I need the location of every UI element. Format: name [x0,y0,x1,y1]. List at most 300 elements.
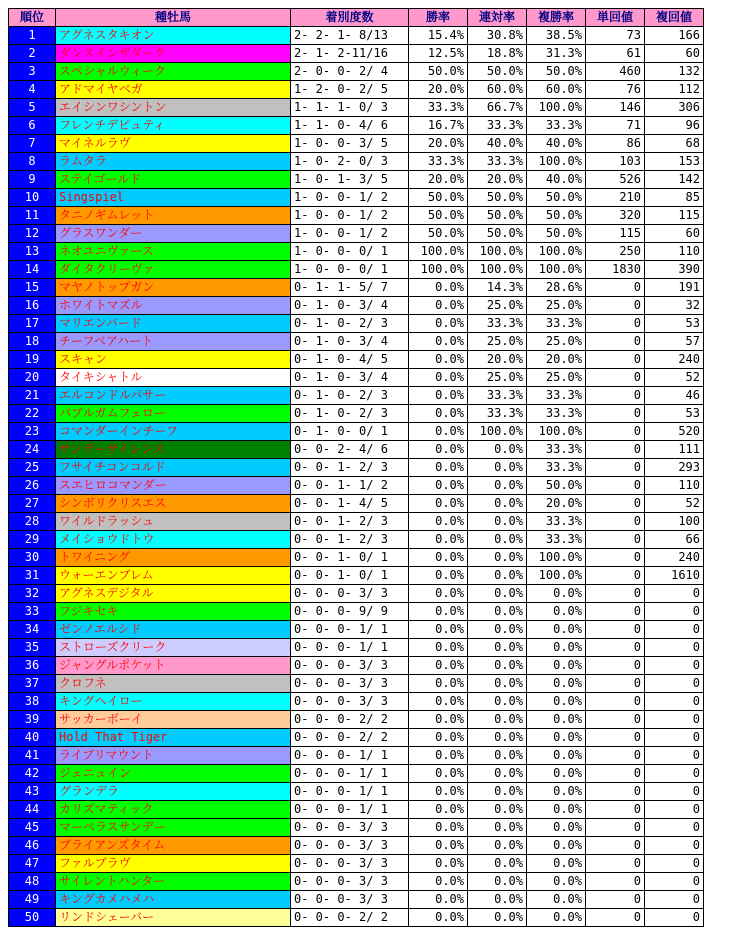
table-row [9,657,704,675]
place-rate-cell: 18.8% [468,45,527,63]
table-row [9,477,704,495]
sire-name-cell: タイキシャトル [56,369,291,387]
win-rate-cell: 16.7% [409,117,468,135]
place-rate-cell: 30.8% [468,27,527,45]
rank-cell: 24 [9,441,56,459]
record-cell: 2- 1- 2-11/16 [291,45,409,63]
rank-cell: 19 [9,351,56,369]
win-return-cell: 0 [586,693,645,711]
win-return-cell: 0 [586,495,645,513]
record-cell: 1- 0- 1- 3/ 5 [291,171,409,189]
rank-cell: 40 [9,729,56,747]
record-cell: 2- 0- 0- 2/ 4 [291,63,409,81]
win-return-cell: 0 [586,657,645,675]
show-return-cell: 53 [645,405,704,423]
sire-name-cell: シンボリクリスエス [56,495,291,513]
win-rate-cell: 100.0% [409,261,468,279]
sire-name-cell: ラムタラ [56,153,291,171]
record-cell: 1- 0- 0- 1/ 2 [291,189,409,207]
win-rate-cell: 20.0% [409,81,468,99]
show-rate-cell: 0.0% [527,819,586,837]
win-rate-cell: 100.0% [409,243,468,261]
sire-name-cell: ウォーエンブレム [56,567,291,585]
table-row [9,279,704,297]
place-rate-cell: 14.3% [468,279,527,297]
show-return-cell: 0 [645,819,704,837]
win-return-cell: 71 [586,117,645,135]
show-return-cell: 142 [645,171,704,189]
rank-cell: 44 [9,801,56,819]
win-rate-cell: 0.0% [409,657,468,675]
sire-name-cell: キングヘイロー [56,693,291,711]
table-row [9,225,704,243]
rank-cell: 3 [9,63,56,81]
rank-cell: 9 [9,171,56,189]
place-rate-cell: 33.3% [468,315,527,333]
show-return-cell: 191 [645,279,704,297]
sire-name-cell: チーフベアハート [56,333,291,351]
place-rate-cell: 0.0% [468,441,527,459]
show-return-cell: 110 [645,477,704,495]
sire-name-cell: ダンスインザダーク [56,45,291,63]
win-return-cell: 0 [586,837,645,855]
table-row [9,495,704,513]
table-row [9,693,704,711]
show-rate-cell: 0.0% [527,873,586,891]
rank-cell: 39 [9,711,56,729]
show-rate-cell: 33.3% [527,513,586,531]
rank-cell: 43 [9,783,56,801]
win-return-cell: 0 [586,297,645,315]
table-row [9,81,704,99]
sire-name-cell: スペシャルウィーク [56,63,291,81]
sire-name-cell: マーベラスサンデー [56,819,291,837]
place-rate-cell: 50.0% [468,63,527,81]
win-rate-cell: 33.3% [409,99,468,117]
show-return-cell: 115 [645,207,704,225]
show-rate-cell: 25.0% [527,369,586,387]
sire-name-cell: エルコンドルパサー [56,387,291,405]
sire-name-cell: サイレントハンター [56,873,291,891]
show-rate-cell: 0.0% [527,891,586,909]
table-row [9,261,704,279]
win-return-cell: 0 [586,747,645,765]
place-rate-cell: 0.0% [468,531,527,549]
show-return-cell: 112 [645,81,704,99]
place-rate-cell: 0.0% [468,549,527,567]
place-rate-cell: 0.0% [468,621,527,639]
show-rate-cell: 33.3% [527,531,586,549]
place-rate-cell: 40.0% [468,135,527,153]
table-row [9,711,704,729]
win-return-cell: 0 [586,891,645,909]
rank-cell: 38 [9,693,56,711]
rank-cell: 22 [9,405,56,423]
win-return-cell: 0 [586,765,645,783]
table-row [9,765,704,783]
show-rate-cell: 25.0% [527,333,586,351]
win-rate-cell: 0.0% [409,603,468,621]
rank-cell: 6 [9,117,56,135]
win-rate-cell: 0.0% [409,711,468,729]
rank-cell: 17 [9,315,56,333]
rank-cell: 11 [9,207,56,225]
sire-stats-table-wrap [8,8,704,927]
place-rate-cell: 0.0% [468,801,527,819]
rank-cell: 18 [9,333,56,351]
show-rate-cell: 33.3% [527,405,586,423]
win-return-cell: 0 [586,279,645,297]
show-return-cell: 53 [645,315,704,333]
show-return-cell: 0 [645,621,704,639]
show-rate-cell: 0.0% [527,837,586,855]
win-return-cell: 0 [586,873,645,891]
table-row [9,783,704,801]
sire-name-cell: マヤノトップガン [56,279,291,297]
show-return-cell: 132 [645,63,704,81]
win-rate-cell: 50.0% [409,207,468,225]
show-rate-cell: 0.0% [527,765,586,783]
place-rate-cell: 33.3% [468,153,527,171]
place-rate-cell: 0.0% [468,513,527,531]
sire-name-cell: ファルブラヴ [56,855,291,873]
win-rate-cell: 12.5% [409,45,468,63]
place-rate-cell: 0.0% [468,603,527,621]
record-cell: 0- 0- 0- 3/ 3 [291,657,409,675]
win-rate-cell: 50.0% [409,189,468,207]
rank-cell: 47 [9,855,56,873]
show-rate-cell: 100.0% [527,423,586,441]
win-rate-cell: 0.0% [409,675,468,693]
sire-name-cell: ワイルドラッシュ [56,513,291,531]
rank-cell: 29 [9,531,56,549]
table-row [9,675,704,693]
show-return-cell: 0 [645,711,704,729]
sire-name-cell: スキャン [56,351,291,369]
show-rate-cell: 20.0% [527,495,586,513]
place-rate-cell: 50.0% [468,225,527,243]
place-rate-cell: 0.0% [468,639,527,657]
win-rate-cell: 0.0% [409,837,468,855]
place-rate-cell: 0.0% [468,459,527,477]
table-row [9,333,704,351]
sire-name-cell: ダイタクリーヴァ [56,261,291,279]
sire-name-cell: アグネスデジタル [56,585,291,603]
show-return-cell: 0 [645,693,704,711]
sire-name-cell: カリズマティック [56,801,291,819]
table-row [9,189,704,207]
show-rate-cell: 100.0% [527,153,586,171]
show-return-cell: 52 [645,495,704,513]
sire-name-cell: メイショウドトウ [56,531,291,549]
win-return-cell: 61 [586,45,645,63]
win-rate-cell: 0.0% [409,495,468,513]
sire-stats-table [8,8,704,927]
table-row [9,459,704,477]
place-rate-cell: 25.0% [468,333,527,351]
win-rate-cell: 0.0% [409,351,468,369]
table-row [9,387,704,405]
sire-name-cell: サンデーサイレンス [56,441,291,459]
table-row [9,567,704,585]
win-return-cell: 0 [586,441,645,459]
show-rate-cell: 33.3% [527,459,586,477]
show-rate-cell: 0.0% [527,585,586,603]
table-row [9,855,704,873]
place-rate-cell: 0.0% [468,819,527,837]
show-return-cell: 0 [645,873,704,891]
place-rate-cell: 0.0% [468,585,527,603]
show-rate-cell: 0.0% [527,801,586,819]
sire-name-cell: トワイニング [56,549,291,567]
win-return-cell: 0 [586,603,645,621]
record-cell: 0- 0- 1- 2/ 3 [291,531,409,549]
win-rate-cell: 0.0% [409,909,468,927]
win-return-cell: 0 [586,909,645,927]
table-row [9,243,704,261]
rank-cell: 27 [9,495,56,513]
record-cell: 0- 0- 0- 3/ 3 [291,675,409,693]
win-return-cell: 73 [586,27,645,45]
show-return-cell: 0 [645,765,704,783]
show-rate-cell: 33.3% [527,315,586,333]
show-rate-cell: 50.0% [527,207,586,225]
sire-name-cell: ステイゴールド [56,171,291,189]
place-rate-cell: 0.0% [468,477,527,495]
show-return-cell: 390 [645,261,704,279]
rank-cell: 48 [9,873,56,891]
win-rate-cell: 0.0% [409,279,468,297]
win-return-cell: 0 [586,567,645,585]
win-rate-cell: 0.0% [409,621,468,639]
rank-cell: 10 [9,189,56,207]
rank-cell: 4 [9,81,56,99]
show-return-cell: 68 [645,135,704,153]
win-return-cell: 0 [586,729,645,747]
record-cell: 2- 2- 1- 8/13 [291,27,409,45]
record-cell: 0- 1- 0- 0/ 1 [291,423,409,441]
show-return-cell: 57 [645,333,704,351]
record-cell: 0- 0- 0- 1/ 1 [291,639,409,657]
sire-name-cell: グラスワンダー [56,225,291,243]
sire-name-cell: クロフネ [56,675,291,693]
record-cell: 0- 1- 1- 5/ 7 [291,279,409,297]
show-return-cell: 0 [645,675,704,693]
sire-name-cell: ジャングルポケット [56,657,291,675]
win-rate-cell: 0.0% [409,819,468,837]
show-rate-cell: 60.0% [527,81,586,99]
show-return-cell: 0 [645,891,704,909]
win-return-cell: 0 [586,783,645,801]
place-rate-cell: 0.0% [468,675,527,693]
table-row [9,873,704,891]
table-row [9,747,704,765]
table-row [9,63,704,81]
table-row [9,297,704,315]
sire-name-cell: リンドシェーバー [56,909,291,927]
rank-cell: 26 [9,477,56,495]
record-cell: 0- 0- 1- 0/ 1 [291,567,409,585]
table-row [9,513,704,531]
sire-name-cell: アグネスタキオン [56,27,291,45]
show-rate-cell: 0.0% [527,909,586,927]
win-rate-cell: 15.4% [409,27,468,45]
sire-name-cell: フレンチデピュティ [56,117,291,135]
place-rate-cell: 0.0% [468,657,527,675]
sire-name-cell: ストローズクリーク [56,639,291,657]
win-rate-cell: 0.0% [409,333,468,351]
table-row [9,603,704,621]
win-return-cell: 0 [586,801,645,819]
show-return-cell: 100 [645,513,704,531]
show-return-cell: 0 [645,747,704,765]
win-return-cell: 146 [586,99,645,117]
win-return-cell: 0 [586,477,645,495]
place-rate-cell: 50.0% [468,189,527,207]
table-row [9,891,704,909]
place-rate-cell: 66.7% [468,99,527,117]
win-return-cell: 115 [586,225,645,243]
sire-name-cell: アドマイヤベガ [56,81,291,99]
record-cell: 0- 0- 0- 2/ 2 [291,711,409,729]
place-rate-cell: 60.0% [468,81,527,99]
win-return-cell: 0 [586,333,645,351]
win-rate-cell: 0.0% [409,297,468,315]
rank-cell: 33 [9,603,56,621]
show-return-cell: 0 [645,639,704,657]
place-rate-cell: 20.0% [468,351,527,369]
table-row [9,621,704,639]
win-return-cell: 103 [586,153,645,171]
show-rate-cell: 0.0% [527,729,586,747]
win-rate-cell: 0.0% [409,477,468,495]
table-row [9,171,704,189]
sire-name-cell: ジェニュイン [56,765,291,783]
win-rate-cell: 0.0% [409,801,468,819]
win-rate-cell: 0.0% [409,387,468,405]
record-cell: 0- 0- 0- 3/ 3 [291,693,409,711]
header-record: 着別度数 [291,9,409,27]
record-cell: 0- 0- 0- 3/ 3 [291,891,409,909]
show-return-cell: 240 [645,549,704,567]
win-rate-cell: 0.0% [409,567,468,585]
win-rate-cell: 0.0% [409,531,468,549]
sire-name-cell: キングカメハメハ [56,891,291,909]
win-return-cell: 0 [586,549,645,567]
rank-cell: 5 [9,99,56,117]
show-return-cell: 0 [645,585,704,603]
table-row [9,549,704,567]
win-rate-cell: 0.0% [409,459,468,477]
place-rate-cell: 0.0% [468,711,527,729]
place-rate-cell: 33.3% [468,387,527,405]
table-row [9,729,704,747]
rank-cell: 2 [9,45,56,63]
record-cell: 0- 1- 0- 3/ 4 [291,369,409,387]
header-show-rate: 複勝率 [527,9,586,27]
rank-cell: 20 [9,369,56,387]
show-return-cell: 46 [645,387,704,405]
table-row [9,801,704,819]
header-sire: 種牡馬 [56,9,291,27]
table-row [9,315,704,333]
win-rate-cell: 50.0% [409,63,468,81]
show-rate-cell: 0.0% [527,639,586,657]
win-rate-cell: 0.0% [409,765,468,783]
header-row [9,9,704,27]
rank-cell: 8 [9,153,56,171]
place-rate-cell: 25.0% [468,369,527,387]
win-return-cell: 76 [586,81,645,99]
show-rate-cell: 100.0% [527,99,586,117]
win-return-cell: 1830 [586,261,645,279]
show-return-cell: 0 [645,783,704,801]
show-return-cell: 0 [645,657,704,675]
table-row [9,369,704,387]
record-cell: 0- 0- 1- 1/ 2 [291,477,409,495]
show-return-cell: 0 [645,801,704,819]
win-return-cell: 0 [586,855,645,873]
rank-cell: 42 [9,765,56,783]
show-rate-cell: 0.0% [527,621,586,639]
record-cell: 0- 0- 0- 1/ 1 [291,765,409,783]
record-cell: 0- 0- 0- 1/ 1 [291,621,409,639]
show-return-cell: 85 [645,189,704,207]
record-cell: 0- 0- 0- 3/ 3 [291,855,409,873]
record-cell: 0- 0- 0- 1/ 1 [291,783,409,801]
rank-cell: 12 [9,225,56,243]
win-return-cell: 0 [586,459,645,477]
win-rate-cell: 20.0% [409,135,468,153]
record-cell: 0- 0- 1- 2/ 3 [291,459,409,477]
header-rank: 順位 [9,9,56,27]
win-rate-cell: 0.0% [409,891,468,909]
win-return-cell: 320 [586,207,645,225]
show-rate-cell: 50.0% [527,189,586,207]
sire-name-cell: バブルガムフェロー [56,405,291,423]
win-rate-cell: 0.0% [409,693,468,711]
place-rate-cell: 33.3% [468,117,527,135]
rank-cell: 36 [9,657,56,675]
show-rate-cell: 0.0% [527,747,586,765]
rank-cell: 16 [9,297,56,315]
record-cell: 0- 0- 0- 3/ 3 [291,837,409,855]
header-show-return: 複回値 [645,9,704,27]
record-cell: 0- 0- 2- 4/ 6 [291,441,409,459]
rank-cell: 45 [9,819,56,837]
record-cell: 0- 1- 0- 4/ 5 [291,351,409,369]
rank-cell: 28 [9,513,56,531]
rank-cell: 46 [9,837,56,855]
rank-cell: 37 [9,675,56,693]
place-rate-cell: 0.0% [468,729,527,747]
record-cell: 0- 0- 0- 9/ 9 [291,603,409,621]
win-rate-cell: 0.0% [409,639,468,657]
win-return-cell: 0 [586,351,645,369]
show-return-cell: 66 [645,531,704,549]
table-row [9,423,704,441]
header-win-return: 単回値 [586,9,645,27]
record-cell: 0- 0- 0- 3/ 3 [291,873,409,891]
record-cell: 1- 0- 0- 0/ 1 [291,243,409,261]
win-return-cell: 0 [586,621,645,639]
win-return-cell: 0 [586,675,645,693]
table-row [9,135,704,153]
win-return-cell: 250 [586,243,645,261]
win-return-cell: 0 [586,513,645,531]
record-cell: 0- 0- 0- 3/ 3 [291,819,409,837]
rank-cell: 1 [9,27,56,45]
